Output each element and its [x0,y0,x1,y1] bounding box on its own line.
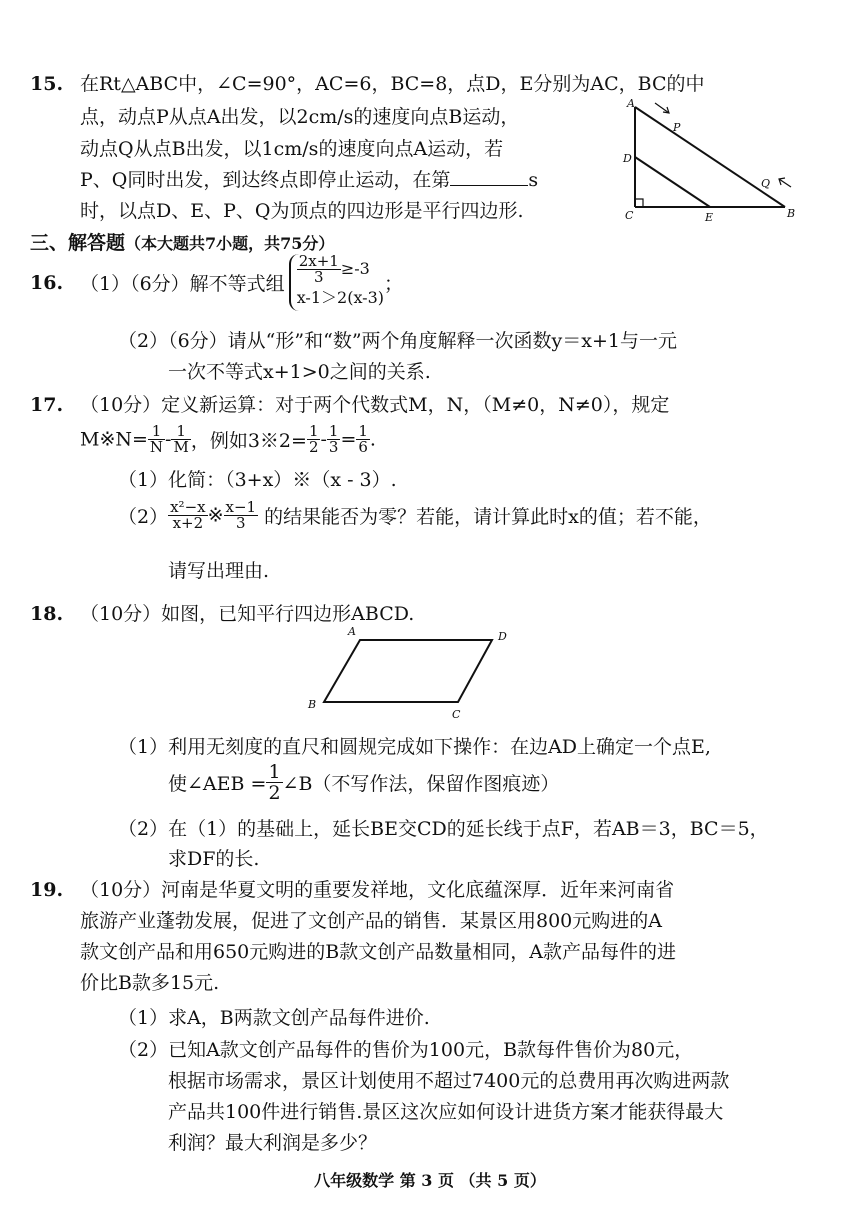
parallelogram-figure [300,622,530,722]
q17-line-1: （10分）定义新运算：对于两个代数式M，N，（M≠0，N≠0），规定 [80,394,670,416]
q19-part2-line-4: 利润？最大利润是多少？ [168,1132,378,1154]
q17-part2: （2） $\frac{\text{x²−x}}{x+2}$ ※ $\frac{x-1}{3}$ 的结果能否为零？若能，请计算此时x的值；若不能， [118,498,712,532]
label-b: B [787,207,796,220]
answer-blank[interactable] [450,167,528,186]
label-c: C [625,209,634,222]
q19-part1: （1）求A，B两款文创产品每件进价. [118,1007,430,1029]
q15-unit: s [528,169,539,191]
q18-part2-line-1: （2）在（1）的基础上，延长BE交CD的延长线于点F，若AB＝3，BC＝5， [118,818,769,840]
exam-page: 15. 在Rt△ABC中，∠C=90°，AC=6，BC=8，点D，E分别为AC，BC的中 点，动点P从点A出发，以2cm/s的速度向点B运动， 动点Q从点B出发，以1cm/s的速度向点A运动，若 P、Q同时出发，到达终点即停止运动，在第 s 时，以点D、E、P、Q为顶点的四边形是平行四边形. A P D Q C E B 三、解答题（本大题共7小题，共75分） 16. （1）（6分）解不等式组 $\frac{2x+1}{3}$ ≥-3 x-1＞2(x-3) ； （2）（6分）请从“形”和“数”两个角度解释一次函数y＝x+1与一元 一次不等式x+1>0之间的关系. 17. （10分）定义新运算：对于两个代数式M，N，（M≠0，N≠0），规定 M※N= $\frac{1}{N}$ - $\frac{1}{M}$ ，例如3※2= $\frac{1}{2}$ - $\frac{1}{3}$ = $\frac{1}{6}$ . （1）化简：（3+x）※（x - 3）. （2） $\frac{\text{x²−x}}{x+2}$ ※ $\frac{x-1}{3}$ 的结果能否为零？若能，请计算此时x的值；若不能， 请写出理由. 18. （10分）如图，已知平行四边形ABCD. A D B C （1）利用无刻度的直尺和圆规完成如下操作：在边AD上确定一个点E, 使∠AEB = $\frac{1}{2}$ ∠B（不写作法，保留作图痕迹） （2）在（1）的基础上，延长BE交CD的延长线于点F，若AB＝3，BC＝5， 求DF的长. 19. （10分）河南是华夏文明的重要发祥地，文化底蕴深厚．近年来河南省 旅游产业蓬勃发展，促进了文创产品的销售．某景区用800元购进的A 款文创产品和用650元购进的B款文创产品数量相同，A款产品每件的进 价比B款多15元. （1）求A，B两款文创产品每件进价. （2）已知A款文创产品每件的售价为100元，B款每件售价为80元， 根据市场需求，景区计划使用不超过7400元的总费用再次购进两款 产品共100件进行销售.景区这次应如何设计进货方案才能获得最大 利润？最大利润是多少？ 八年级数学 第 3 页 （共 5 页） [0,0,860,1216]
segment-ab [635,107,785,207]
segment-de [635,157,710,207]
inequality-1-fraction: $\frac{2x+1}{3}$ [298,252,339,286]
q17-part2-line-2: 请写出理由. [168,560,270,582]
label-q: Q [761,177,771,190]
q15-triangle-figure [615,95,815,225]
label-e: E [705,211,714,224]
label-d: D [623,152,632,165]
inequality-1-rhs: ≥-3 [340,259,370,278]
q19-line-4: 价比B款多15元. [80,972,220,994]
q19-line-3: 款文创产品和用650元购进的B款文创产品数量相同，A款产品每件的进 [80,941,676,963]
inequality-2: x-1＞2(x-3) [296,288,385,307]
parallelogram-abcd [324,640,492,702]
label-p: P [673,121,681,134]
label-a: A [348,625,356,638]
q19-line-2: 旅游产业蓬勃发展，促进了文创产品的销售．某景区用800元购进的A [80,910,662,932]
q16-part1-label: （1）（6分）解不等式组 [80,273,285,295]
question-number: 17. [30,394,64,416]
q15-line-2: 点，动点P从点A出发，以2cm/s的速度向点B运动， [80,106,520,128]
section-title: 三、解答题 [30,232,126,254]
q18-part2-line-2: 求DF的长. [168,848,260,870]
label-d: D [498,630,507,643]
q19-part2-line-3: 产品共100件进行销售.景区这次应如何设计进货方案才能获得最大 [168,1101,724,1123]
right-angle-mark [635,199,643,207]
q19-part2-line-1: （2）已知A款文创产品每件的售价为100元，B款每件售价为80元， [118,1039,694,1061]
question-number: 19. [30,879,64,901]
q15-line-3: 动点Q从点B出发，以1cm/s的速度向点A运动，若 [80,138,504,160]
question-number: 16. [30,272,64,294]
q18-part1-line-1: （1）利用无刻度的直尺和圆规完成如下操作：在边AD上确定一个点E, [118,736,711,758]
q17-part1: （1）化简：（3+x）※（x - 3）. [118,469,397,491]
q15-line-5: 时，以点D、E、P、Q为顶点的四边形是平行四边形. [80,200,524,222]
q17-definition: M※N= $\frac{1}{N}$ - $\frac{1}{M}$ ，例如3※2= $\frac{1}{2}$ - $\frac{1}{3}$ = $\frac{1}{6}$ . [80,422,376,456]
label-b: B [308,698,317,711]
q19-part2-line-2: 根据市场需求，景区计划使用不超过7400元的总费用再次购进两款 [168,1070,730,1092]
q15-line-4: P、Q同时出发，到达终点即停止运动，在第 [80,169,451,191]
q16-part2-line-2: 一次不等式x+1>0之间的关系. [168,361,431,383]
q16-part2-line-1: （2）（6分）请从“形”和“数”两个角度解释一次函数y＝x+1与一元 [118,330,677,352]
label-c: C [452,708,461,721]
label-a: A [627,97,635,110]
question-number: 18. [30,603,64,625]
page-footer: 八年级数学 第 3 页 （共 5 页） [314,1171,546,1190]
section-note: （本大题共7小题，共75分） [125,234,335,253]
q18-line-1: （10分）如图，已知平行四边形ABCD. [80,603,415,625]
q18-part1-line-2: 使∠AEB = $\frac{1}{2}$ ∠B（不写作法，保留作图痕迹） [168,761,560,804]
inequality-system [289,254,384,311]
q19-line-1: （10分）河南是华夏文明的重要发祥地，文化底蕴深厚．近年来河南省 [80,879,675,901]
q15-line-1: 在Rt△ABC中，∠C=90°，AC=6，BC=8，点D，E分别为AC，BC的中 [80,73,705,95]
question-number: 15. [30,73,64,95]
